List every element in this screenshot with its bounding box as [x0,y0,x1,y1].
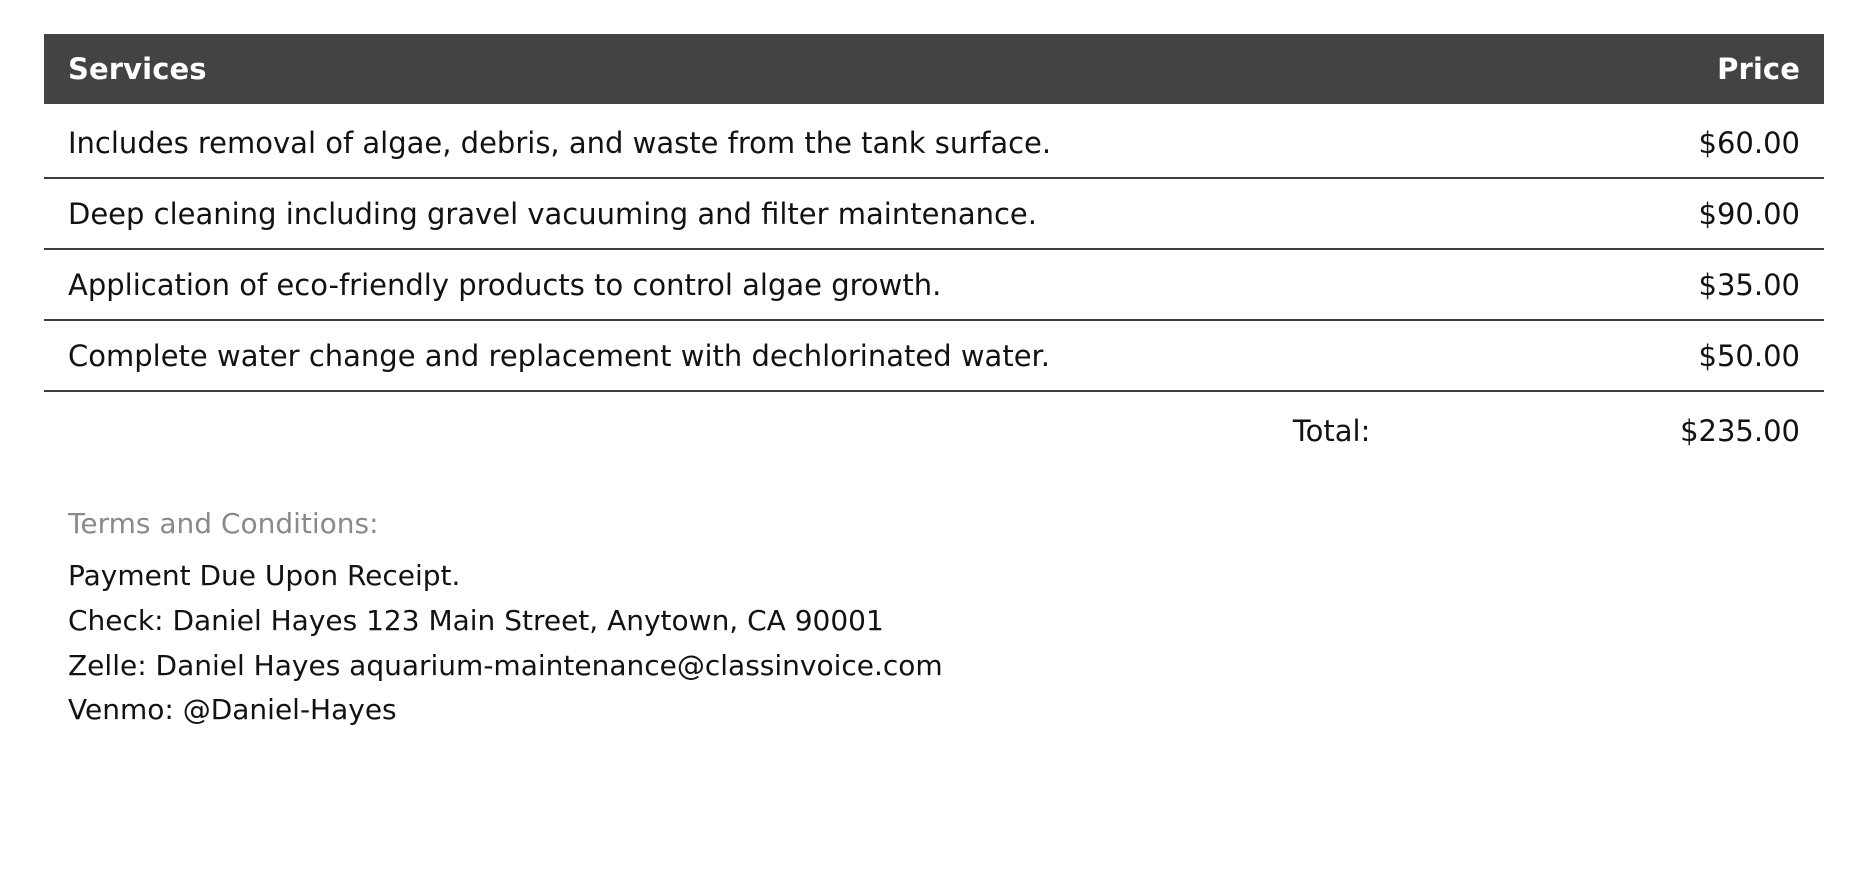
total-label: Total: [1292,414,1371,448]
table-header-row [44,34,1824,104]
table-header [44,34,1824,104]
service-description: Includes removal of algae, debris, and waste from the tank surface. [44,104,1432,178]
total-row [44,391,1824,465]
service-price: $50.00 [1432,320,1824,391]
table-row [44,249,1824,320]
table-row [44,320,1824,391]
terms-line-venmo: Venmo: @Daniel-Hayes [68,693,397,727]
service-price: $60.00 [1432,104,1824,178]
terms-line-check: Check: Daniel Hayes 123 Main Street, Anytown, CA 90001 [68,603,884,637]
table-row [44,178,1824,249]
terms-and-conditions-section [44,507,1824,733]
service-description: Complete water change and replacement with dechlorinated water. [44,320,1432,391]
services-table [44,34,1824,465]
service-description: Application of eco-friendly products to control algae growth. [44,249,1432,320]
terms-line-zelle: Zelle: Daniel Hayes aquarium-maintenance@classinvoice.com [68,648,943,682]
table-body [44,104,1824,465]
total-value: $235.00 [1680,414,1800,448]
service-price: $90.00 [1432,178,1824,249]
table-row [44,104,1824,178]
terms-title: Terms and Conditions: [68,507,379,540]
service-price: $35.00 [1432,249,1824,320]
column-header-price: Price [1432,34,1824,104]
column-header-services: Services [44,34,1432,104]
terms-line-payment: Payment Due Upon Receipt. [68,559,461,592]
service-description: Deep cleaning including gravel vacuuming and filter maintenance. [44,178,1432,249]
